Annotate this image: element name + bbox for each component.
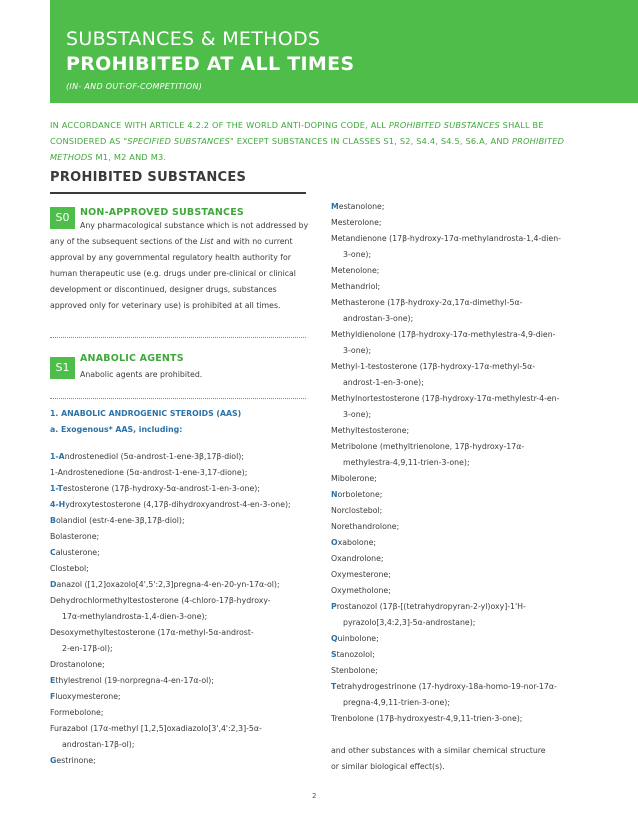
intro-text: EXCEPT SUBSTANCES IN CLASSES S1, S2, S4.4, S4.5, S6.A, AND [234, 136, 512, 146]
list-item-initial: S [331, 650, 337, 659]
list-item-text: Methylnortestosterone (17β-hydroxy-17α-methylestr-4-en- [331, 394, 560, 403]
list-item [331, 279, 596, 295]
s0-badge: S0 [50, 207, 75, 229]
list-item [331, 263, 596, 279]
dotted-divider [50, 398, 306, 399]
list-item [331, 327, 596, 343]
list-item-text: olandiol (estr-4-ene-3β,17β-diol); [55, 516, 185, 525]
list-item-text: Dehydrochlormethyltestosterone (4-chloro-17β-hydroxy- [50, 596, 271, 605]
list-item [50, 561, 312, 577]
list-item-text: estanolone; [338, 202, 385, 211]
list-item [50, 497, 312, 513]
list-item-initial: T [331, 682, 337, 691]
section-divider [50, 192, 306, 194]
list-item [50, 721, 312, 737]
list-item-text: 3-one); [343, 346, 372, 355]
list-item-text: luoxymesterone; [55, 692, 121, 701]
list-item [331, 503, 596, 519]
list-item-text: 3-one); [343, 410, 372, 419]
list-item-text: Mesterolone; [331, 218, 382, 227]
list-item [331, 743, 596, 759]
list-item-text: Methasterone (17β-hydroxy-2α,17α-dimethyl-5α- [331, 298, 523, 307]
list-item [331, 295, 596, 311]
list-item-text: Metandienone (17β-hydroxy-17α-methylandrosta-1,4-dien- [331, 234, 561, 243]
list-item-initial: 4-H [50, 500, 66, 509]
list-item-text: Norclostebol; [331, 506, 383, 515]
list-item [331, 407, 596, 423]
list-item-text: Methandriol; [331, 282, 381, 291]
list-item-text: Metribolone (methyltrienolone, 17β-hydroxy-17α- [331, 442, 525, 451]
list-item [331, 487, 596, 503]
list-item-text: Furazabol (17α-methyl [1,2,5]oxadiazolo[3',4':2,3]-5α- [50, 724, 262, 733]
list-item-text: androst-1-en-3-one); [343, 378, 424, 387]
header-title-line1: SUBSTANCES & METHODS [66, 28, 321, 50]
list-item [331, 759, 596, 775]
list-item-text: anazol ([1,2]oxazolo[4',5':2,3]pregna-4-en-20-yn-17α-ol); [56, 580, 280, 589]
list-item [50, 737, 312, 753]
list-item-text: pregna-4,9,11-trien-3-one); [343, 698, 450, 707]
list-item [50, 529, 312, 545]
section-title: PROHIBITED SUBSTANCES [50, 170, 247, 185]
s0-heading: NON-APPROVED SUBSTANCES [80, 207, 244, 218]
list-item [50, 481, 312, 497]
page-number: 2 [312, 792, 317, 800]
s1-subsection-subtitle: a. Exogenous* AAS, including: [50, 425, 183, 434]
header-title-line2: PROHIBITED AT ALL TIMES [66, 53, 355, 75]
intro-text: IN ACCORDANCE WITH ARTICLE 4.2.2 OF THE WORLD ANTI-DOPING CODE, ALL [50, 120, 389, 130]
list-item [331, 535, 596, 551]
list-item [331, 391, 596, 407]
list-item [331, 551, 596, 567]
list-item-initial: Q [331, 634, 338, 643]
list-item [331, 375, 596, 391]
intro-term-specified: "SPECIFIED SUBSTANCES" [123, 136, 234, 146]
list-gap [331, 727, 596, 743]
list-item-text: and other substances with a similar chemical structure [331, 746, 546, 755]
list-item [50, 689, 312, 705]
list-item-initial: D [50, 580, 57, 589]
list-item [331, 599, 596, 615]
list-item-text: Oxandrolone; [331, 554, 384, 563]
list-item [331, 567, 596, 583]
list-item-text: pyrazolo[3,4:2,3]-5α-androstane); [343, 618, 476, 627]
list-item [50, 513, 312, 529]
list-item [331, 679, 596, 695]
list-item-text: androstan-17β-ol); [62, 740, 135, 749]
list-item [331, 471, 596, 487]
list-item-text: xabolone; [337, 538, 377, 547]
list-item-text: or similar biological effect(s). [331, 762, 445, 771]
list-item [331, 247, 596, 263]
list-item [331, 647, 596, 663]
list-item [50, 753, 312, 769]
list-item [50, 609, 312, 625]
list-item-text: Formebolone; [50, 708, 104, 717]
list-item [331, 359, 596, 375]
header-banner [50, 0, 638, 103]
list-item-text: ndrostenediol (5α-androst-1-ene-3β,17β-diol); [64, 452, 244, 461]
list-item-text: Stenbolone; [331, 666, 378, 675]
list-item-text: uinbolone; [337, 634, 379, 643]
list-item [331, 215, 596, 231]
list-item-text: estosterone (17β-hydroxy-5α-androst-1-en-3-one); [62, 484, 260, 493]
list-item-initial: 1-A [50, 452, 65, 461]
s0-text: Any pharmacological substance which is not addressed by any of the subsequent sections of the [50, 221, 309, 246]
list-item-text: Trenbolone (17β-hydroxyestr-4,9,11-trien-3-one); [331, 714, 523, 723]
list-item-text: thylestrenol (19-norpregna-4-en-17α-ol); [55, 676, 214, 685]
list-item-text: Mibolerone; [331, 474, 377, 483]
list-item-text: etrahydrogestrinone (17-hydroxy-18a-homo-19-nor-17α- [336, 682, 557, 691]
list-item [331, 695, 596, 711]
list-item-text: Drostanolone; [50, 660, 105, 669]
s0-description [50, 218, 310, 314]
list-item-text: Clostebol; [50, 564, 89, 573]
list-item [331, 615, 596, 631]
list-item [50, 545, 312, 561]
left-substance-list [50, 449, 312, 769]
s1-heading: ANABOLIC AGENTS [80, 353, 184, 364]
list-item [50, 705, 312, 721]
list-item-text: ydroxytestosterone (4,17β-dihydroxyandrost-4-en-3-one); [65, 500, 291, 509]
list-item [331, 583, 596, 599]
list-item-initial: G [50, 756, 57, 765]
list-item-text: methylestra-4,9,11-trien-3-one); [343, 458, 470, 467]
list-item-text: 3-one); [343, 250, 372, 259]
list-item [50, 673, 312, 689]
list-item-initial: M [331, 202, 339, 211]
list-item [331, 711, 596, 727]
list-item [50, 625, 312, 641]
intro-term-substances: PROHIBITED SUBSTANCES [388, 120, 500, 130]
list-item [331, 343, 596, 359]
list-item-initial: N [331, 490, 338, 499]
list-item-initial: P [331, 602, 337, 611]
list-item [50, 577, 312, 593]
intro-text: M1, M2 AND M3. [92, 152, 167, 162]
list-item-text: Metenolone; [331, 266, 380, 275]
list-item-text: Oxymesterone; [331, 570, 391, 579]
list-item-text: rostanozol (17β-[(tetrahydropyran-2-yl)oxy]-1'H- [336, 602, 526, 611]
list-item [331, 311, 596, 327]
list-item-text: Methyltestosterone; [331, 426, 410, 435]
list-item-initial: O [331, 538, 338, 547]
list-item-text: Methyldienolone (17β-hydroxy-17α-methylestra-4,9-dien- [331, 330, 556, 339]
list-item-initial: E [50, 676, 56, 685]
s1-badge: S1 [50, 357, 75, 379]
list-item [50, 593, 312, 609]
right-substance-list [331, 199, 596, 775]
list-item-initial: C [50, 548, 56, 557]
list-item [331, 519, 596, 535]
list-item [50, 641, 312, 657]
list-item [331, 199, 596, 215]
list-item-text: Bolasterone; [50, 532, 100, 541]
list-item [50, 657, 312, 673]
list-item-text: Norethandrolone; [331, 522, 400, 531]
list-item [331, 439, 596, 455]
list-item-text: orboletone; [337, 490, 383, 499]
list-item-initial: F [50, 692, 56, 701]
list-item [331, 631, 596, 647]
list-item [331, 663, 596, 679]
list-item [331, 231, 596, 247]
s0-text: and with no current approval by any governmental regulatory health authority for human therapeutic use (e.g. drugs under pre-clinical or clinical development or discontinued, designer drugs, substances approved only for veterinary use) is prohibited at all times. [50, 237, 296, 310]
list-item-initial: B [50, 516, 56, 525]
list-item [50, 465, 312, 481]
intro-paragraph [50, 117, 590, 165]
list-item [331, 455, 596, 471]
list-item-initial: 1-T [50, 484, 63, 493]
s1-subsection-title: 1. ANABOLIC ANDROGENIC STEROIDS (AAS) [50, 409, 242, 418]
list-item-text: estrinone; [56, 756, 96, 765]
list-item-text: 2-en-17β-ol); [62, 644, 113, 653]
s0-text-list: List [199, 237, 214, 246]
list-item-text: androstan-3-one); [343, 314, 414, 323]
list-item-text: tanozolol; [336, 650, 375, 659]
intro-text: SHALL BE CONSIDERED AS [50, 120, 544, 146]
list-item [50, 449, 312, 465]
header-subtitle: (IN- AND OUT-OF-COMPETITION) [66, 82, 203, 91]
intro-term-methods: PROHIBITED METHODS [50, 136, 565, 162]
list-item-text: 1-Androstenedione (5α-androst-1-ene-3,17-dione); [50, 468, 248, 477]
list-item-text: 17α-methylandrosta-1,4-dien-3-one); [62, 612, 208, 621]
list-item-text: alusterone; [55, 548, 100, 557]
list-item [331, 423, 596, 439]
list-item-text: Methyl-1-testosterone (17β-hydroxy-17α-methyl-5α- [331, 362, 536, 371]
list-item-text: Oxymetholone; [331, 586, 391, 595]
s1-description: Anabolic agents are prohibited. [80, 370, 203, 379]
dotted-divider [50, 337, 306, 338]
list-item-text: Desoxymethyltestosterone (17α-methyl-5α-androst- [50, 628, 254, 637]
